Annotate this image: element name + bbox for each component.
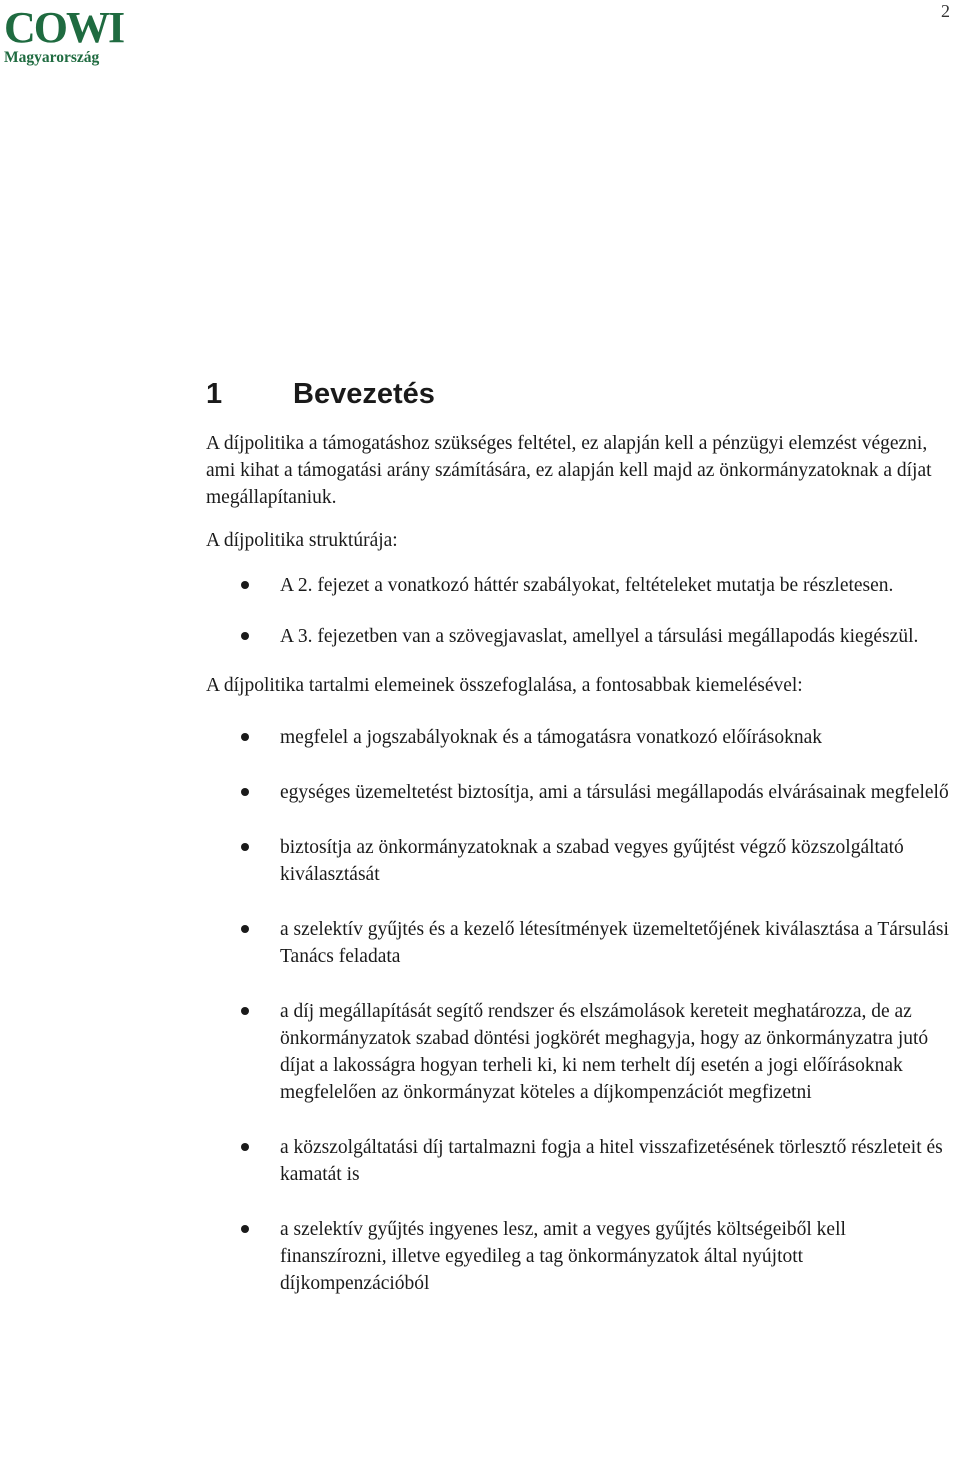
bullet-icon xyxy=(241,788,249,796)
list-item xyxy=(206,779,954,806)
structure-label: A díjpolitika struktúrája: xyxy=(206,530,398,551)
list-item-text: a díj megállapítását segítő rendszer és elszámolások kereteit meghatározza, de az önkormányzatok szabad döntési jogkörét meghagyja, hogy az önkormányzatra jutó díjat a lakosságra hogyan terheli ki, ki nem terhelt díj esetén a jogi előírásoknak megfelelően az önkormányzat köteles a díjkompenzációt megfizetni xyxy=(280,1001,929,1103)
bullet-icon xyxy=(241,581,249,589)
summary-label: A díjpolitika tartalmi elemeinek összefoglalása, a fontosabbak kiemelésével: xyxy=(206,675,803,696)
list-item xyxy=(206,623,954,650)
list-item xyxy=(206,572,954,599)
list-item-text: egységes üzemeltetést biztosítja, ami a társulási megállapodás elvárásainak megfelelő xyxy=(280,782,949,803)
list-item xyxy=(206,998,954,1106)
company-logo xyxy=(4,3,124,67)
bullet-icon xyxy=(241,632,249,640)
document-body xyxy=(206,372,954,1297)
bullet-icon xyxy=(241,1007,249,1015)
chapter-title: Bevezetés xyxy=(293,378,435,410)
structure-list xyxy=(206,572,954,650)
logo-wordmark: COWI xyxy=(4,3,124,52)
intro-paragraph: A díjpolitika a támogatáshoz szükséges feltétel, ez alapján kell a pénzügyi elemzést végezni, ami kihat a támogatási arány számítására, ez alapján kell majd az önkormányzatoknak a díjat megállapítaniuk. xyxy=(206,433,932,508)
list-item-text: a szelektív gyűjtés és a kezelő létesítmények üzemeltetőjének kiválasztása a Társulási Tanács feladata xyxy=(280,919,949,967)
bullet-icon xyxy=(241,925,249,933)
list-item-text: A 2. fejezet a vonatkozó háttér szabályokat, feltételeket mutatja be részletesen. xyxy=(280,575,894,596)
chapter-number: 1 xyxy=(206,378,223,410)
bullet-icon xyxy=(241,1143,249,1151)
list-item-text: a közszolgáltatási díj tartalmazni fogja a hitel visszafizetésének törlesztő részleteit és kamatát is xyxy=(280,1137,943,1185)
bullet-icon xyxy=(241,1225,249,1233)
list-item xyxy=(206,724,954,751)
list-item xyxy=(206,1134,954,1188)
logo-subtitle: Magyarország xyxy=(4,49,100,66)
chapter-heading xyxy=(206,372,954,416)
list-item-text: a szelektív gyűjtés ingyenes lesz, amit a vegyes gyűjtés költségeiből kell finanszírozni, illetve egyedileg a tag önkormányzatok által nyújtott díjkompenzációból xyxy=(280,1219,846,1294)
page-number: 2 xyxy=(941,1,950,21)
list-item xyxy=(206,1216,954,1297)
bullet-icon xyxy=(241,733,249,741)
list-item-text: biztosítja az önkormányzatoknak a szabad vegyes gyűjtést végző közszolgáltató kiválasztását xyxy=(280,837,904,885)
bullet-icon xyxy=(241,843,249,851)
list-item-text: megfelel a jogszabályoknak és a támogatásra vonatkozó előírásoknak xyxy=(280,727,823,748)
list-item xyxy=(206,834,954,888)
list-item xyxy=(206,916,954,970)
summary-list xyxy=(206,724,954,1297)
list-item-text: A 3. fejezetben van a szövegjavaslat, amellyel a társulási megállapodás kiegészül. xyxy=(280,626,919,647)
